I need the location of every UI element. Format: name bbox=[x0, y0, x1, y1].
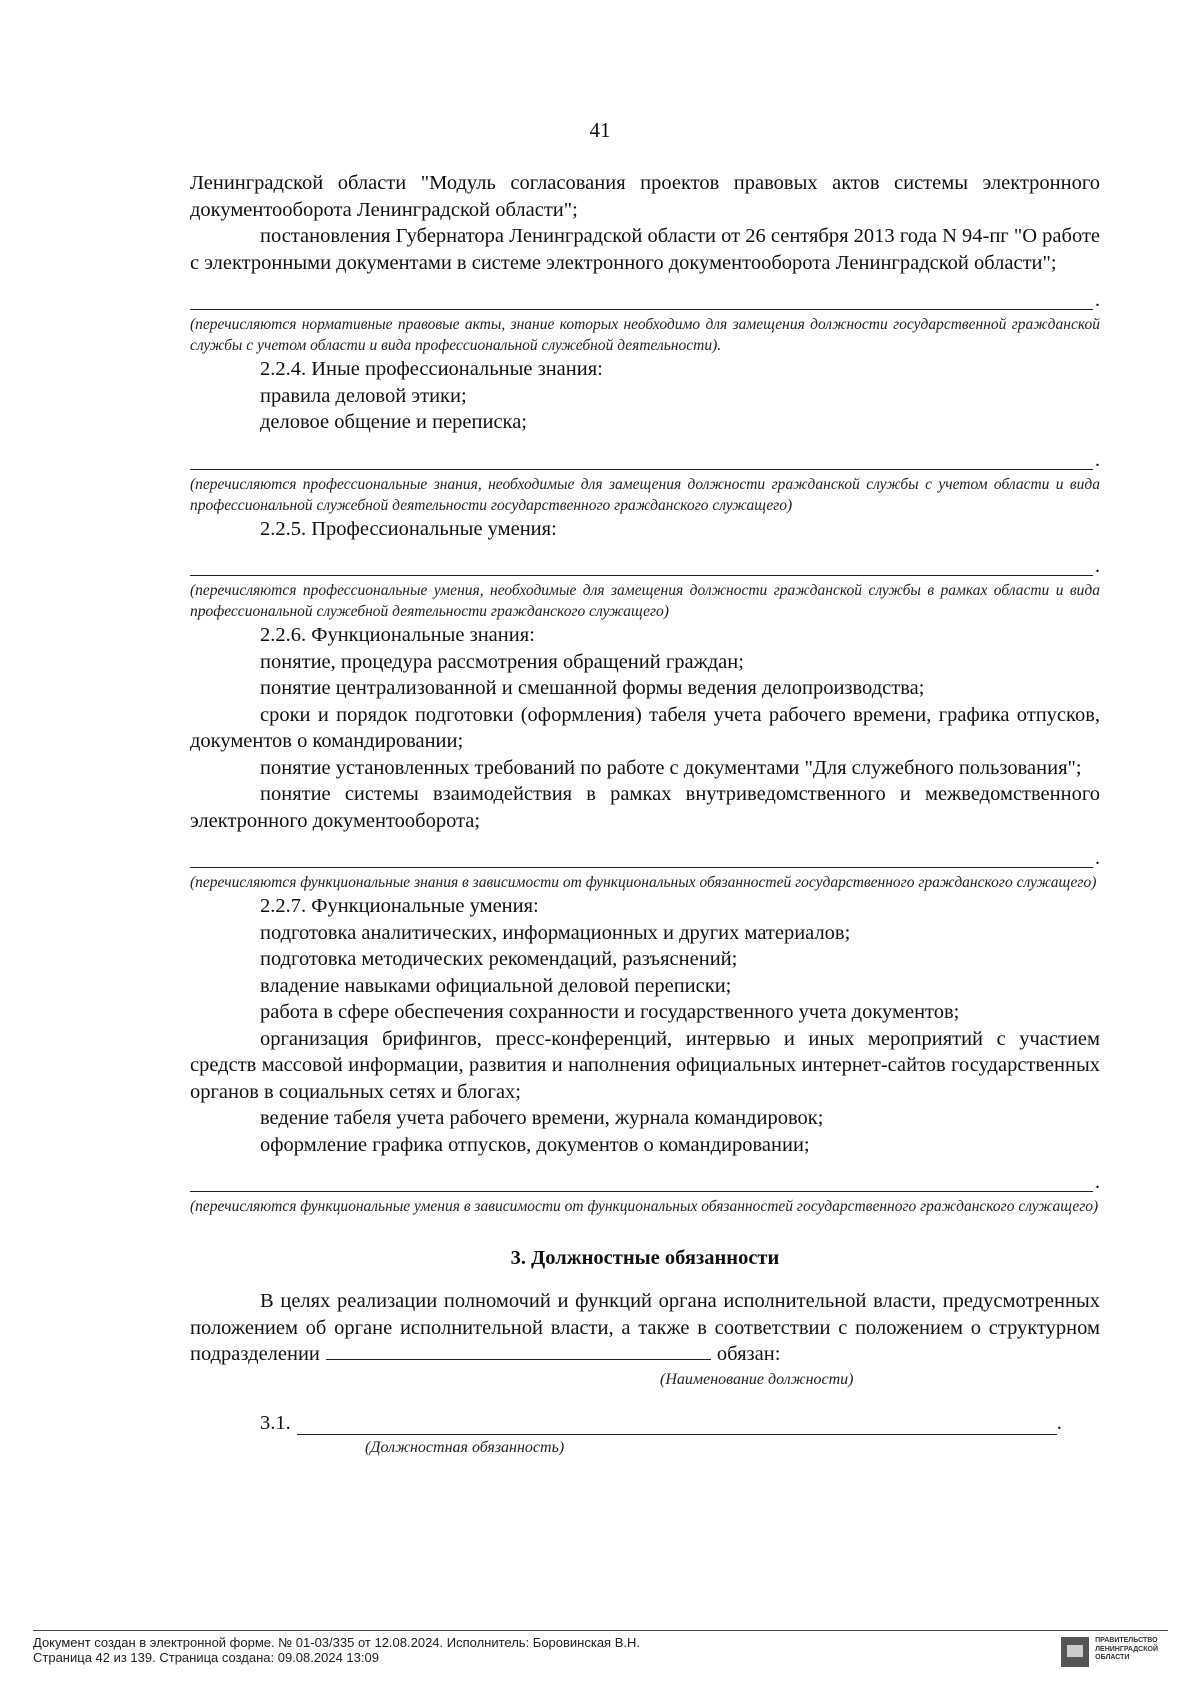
section-224-heading: 2.2.4. Иные профессиональные знания: bbox=[260, 358, 603, 380]
fill-line: . bbox=[190, 282, 1100, 310]
government-logo bbox=[1061, 1637, 1158, 1667]
list-item: деловое общение и переписка; bbox=[260, 411, 528, 433]
fill-line: . bbox=[190, 548, 1100, 576]
section-225-note: (перечисляются профессиональные умения, необходимые для замещения должности гражданской службы в рамках области и вида профессиональной служебной деятельности гражданского служащего) bbox=[190, 582, 1100, 620]
footer-line-2: Страница 42 из 139. Страница создана: 09.08.2024 13:09 bbox=[33, 1650, 379, 1665]
section-3-title: 3. Должностные обязанности bbox=[510, 1247, 780, 1269]
list-item: правила деловой этики; bbox=[260, 384, 467, 407]
duty-item-number: 3.1. bbox=[260, 1411, 291, 1434]
list-item: понятие, процедура рассмотрения обращений граждан; bbox=[260, 650, 744, 673]
crest-icon bbox=[1061, 1637, 1089, 1667]
logo-text: ПРАВИТЕЛЬСТВО ЛЕНИНГРАДСКОЙ ОБЛАСТИ bbox=[1095, 1637, 1158, 1661]
list-item: работа в сфере обеспечения сохранности и государственного учета документов; bbox=[260, 1001, 960, 1023]
list-item: владение навыками официальной деловой переписки; bbox=[260, 974, 732, 997]
fill-line: . bbox=[190, 840, 1100, 868]
section-226-heading: 2.2.6. Функциональные знания: bbox=[260, 624, 535, 646]
list-item: понятие установленных требований по работе с документами "Для служебного пользования"; bbox=[260, 756, 1082, 779]
position-blank bbox=[326, 1341, 711, 1360]
page-number: 41 bbox=[589, 118, 611, 142]
list-item: оформление графика отпусков, документов о командировании; bbox=[260, 1133, 810, 1156]
list-item: сроки и порядок подготовки (оформления) табеля учета рабочего времени, графика отпусков, документов о командировании; bbox=[190, 703, 1100, 752]
footer-line-1: Документ создан в электронной форме. № 01-03/335 от 12.08.2024. Исполнитель: Боровинская В.Н. bbox=[33, 1635, 640, 1650]
section-224-note: (перечисляются профессиональные знания, необходимые для замещения должности гражданской службы с учетом области и вида профессиональной служебной деятельности государственного гражданского служащего) bbox=[190, 475, 1100, 514]
duty-blank bbox=[297, 1414, 1057, 1435]
list-item: подготовка методических рекомендаций, разъяснений; bbox=[260, 948, 738, 970]
intro-note: (перечисляются нормативные правовые акты, знание которых необходимо для замещения должности государственной гражданской службы с учетом области и вида профессиональной служебной деятельности). bbox=[190, 316, 1100, 354]
section-3-text: В целях реализации полномочий и функций органа исполнительной власти, предусмотренных положением об органе исполнительной власти, а также в соответствии с положением о структурном подразделении bbox=[190, 1290, 1100, 1365]
section-3-paragraph bbox=[190, 1288, 1100, 1368]
fill-line: . bbox=[190, 442, 1100, 470]
section-227-note: (перечисляются функциональные умения в зависимости от функциональных обязанностей государственного гражданского служащего) bbox=[190, 1198, 1099, 1215]
list-item: подготовка аналитических, информационных и других материалов; bbox=[260, 921, 851, 944]
list-item: понятие централизованной и смешанной формы ведения делопроизводства; bbox=[260, 677, 925, 699]
intro-paragraph-2: постановления Губернатора Ленинградской области от 26 сентября 2013 года N 94-пг "О работе с электронными документами в системе электронного документооборота Ленинградской области"; bbox=[190, 225, 1100, 274]
document-body bbox=[190, 170, 1100, 1457]
document-footer bbox=[33, 1630, 1168, 1665]
section-225-heading: 2.2.5. Профессиональные умения: bbox=[260, 517, 557, 540]
fill-line: . bbox=[190, 1164, 1100, 1192]
list-item: организация брифингов, пресс-конференций, интервью и иных мероприятий с участием средств массовой информации, развития и наполнения официальных интернет-сайтов государственных органов в социальных сетях и блогах; bbox=[190, 1027, 1100, 1103]
list-item: понятие системы взаимодействия в рамках внутриведомственного и межведомственного электронного документооборота; bbox=[190, 783, 1100, 832]
section-226-note: (перечисляются функциональные знания в зависимости от функциональных обязанностей государственного гражданского служащего) bbox=[190, 874, 1097, 891]
position-note: (Наименование должности) bbox=[660, 1370, 854, 1388]
section-3-text-end: обязан: bbox=[716, 1343, 781, 1365]
intro-paragraph-1: Ленинградской области "Модуль согласования проектов правовых актов системы электронного документооборота Ленинградской области"; bbox=[190, 172, 1100, 221]
duty-item-row: 3.1. . bbox=[260, 1411, 1062, 1434]
list-item: ведение табеля учета рабочего времени, журнала командировок; bbox=[260, 1107, 824, 1129]
duty-note: (Должностная обязанность) bbox=[365, 1438, 565, 1456]
section-227-heading: 2.2.7. Функциональные умения: bbox=[260, 895, 539, 917]
